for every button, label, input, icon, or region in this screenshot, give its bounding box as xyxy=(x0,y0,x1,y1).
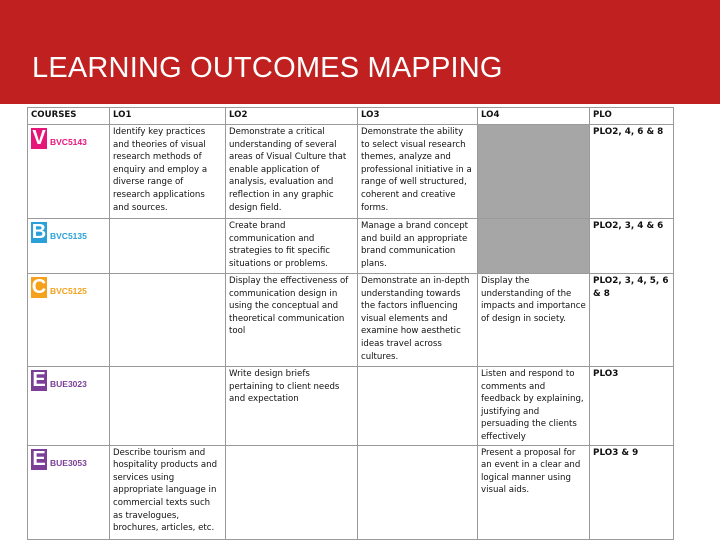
course-cell xyxy=(28,219,110,274)
lo2-cell: Demonstrate a critical understanding of several areas of Visual Culture that enable application of analysis, evaluation and reflection in any graphic design field. xyxy=(226,125,358,219)
lo3-cell xyxy=(358,367,478,446)
plo-cell: PLO3 & 9 xyxy=(590,445,674,539)
plo-cell: PLO3 xyxy=(590,367,674,446)
lo2-cell xyxy=(226,445,358,539)
course-code: BVC5143 xyxy=(50,137,87,148)
table-row xyxy=(28,445,674,539)
lo3-cell xyxy=(358,445,478,539)
course-code: BUE3053 xyxy=(50,457,87,468)
course-letter-logo: E xyxy=(32,447,46,470)
header-lo2: LO2 xyxy=(226,108,358,125)
lo1-cell xyxy=(110,274,226,367)
lo4-cell xyxy=(478,125,590,219)
lo1-cell: Describe tourism and hospitality products and services using appropriate language in commercial texts such as travelogues, brochures, articles, etc. xyxy=(110,445,226,539)
outcomes-table xyxy=(27,107,674,540)
lo1-cell xyxy=(110,367,226,446)
course-cell xyxy=(28,367,110,446)
lo2-cell: Create brand communication and strategies to fit specific situations or problems. xyxy=(226,219,358,274)
course-cell xyxy=(28,445,110,539)
table-row xyxy=(28,125,674,219)
lo2-cell: Write design briefs pertaining to client needs and expectation xyxy=(226,367,358,446)
lo4-cell: Listen and respond to comments and feedback by explaining, justifying and persuading the clients effectively xyxy=(478,367,590,446)
lo2-cell: Display the effectiveness of communication design in using the conceptual and theoretical communication tool xyxy=(226,274,358,367)
course-letter-logo: C xyxy=(31,276,47,298)
plo-cell: PLO2, 3, 4, 5, 6 & 8 xyxy=(590,274,674,367)
lo4-cell xyxy=(478,219,590,274)
lo1-cell: Identify key practices and theories of visual research methods of enquiry and employ a diverse range of research applications and sources. xyxy=(110,125,226,219)
lo4-cell: Present a proposal for an event in a clear and logical manner using visual aids. xyxy=(478,445,590,539)
lo1-cell xyxy=(110,219,226,274)
header-lo3: LO3 xyxy=(358,108,478,125)
page-title: LEARNING OUTCOMES MAPPING xyxy=(32,52,503,84)
table-row xyxy=(28,274,674,367)
plo-cell: PLO2, 3, 4 & 6 xyxy=(590,219,674,274)
course-code: BVC5125 xyxy=(50,286,87,297)
course-letter-logo: E xyxy=(32,369,46,391)
lo3-cell: Manage a brand concept and build an appropriate brand communication plans. xyxy=(358,219,478,274)
lo3-cell: Demonstrate an in-depth understanding towards the factors influencing visual elements and examine how aesthetic ideas travel across cultures. xyxy=(358,274,478,367)
course-letter-logo: V xyxy=(32,127,46,149)
header-row xyxy=(28,108,674,125)
course-letter-logo: B xyxy=(31,221,47,243)
course-code: BUE3023 xyxy=(50,379,87,390)
course-cell xyxy=(28,274,110,367)
header-lo4: LO4 xyxy=(478,108,590,125)
lo3-cell: Demonstrate the ability to select visual research themes, analyze and professional initiative in a range of well structured, coherent and creative forms. xyxy=(358,125,478,219)
table-row xyxy=(28,367,674,446)
table-row xyxy=(28,219,674,274)
header-plo: PLO xyxy=(590,108,674,125)
course-cell xyxy=(28,125,110,219)
title-banner xyxy=(0,0,720,104)
header-lo1: LO1 xyxy=(110,108,226,125)
course-code: BVC5135 xyxy=(50,231,87,242)
plo-cell: PLO2, 4, 6 & 8 xyxy=(590,125,674,219)
lo4-cell: Display the understanding of the impacts and importance of design in society. xyxy=(478,274,590,367)
header-courses: COURSES xyxy=(28,108,110,125)
